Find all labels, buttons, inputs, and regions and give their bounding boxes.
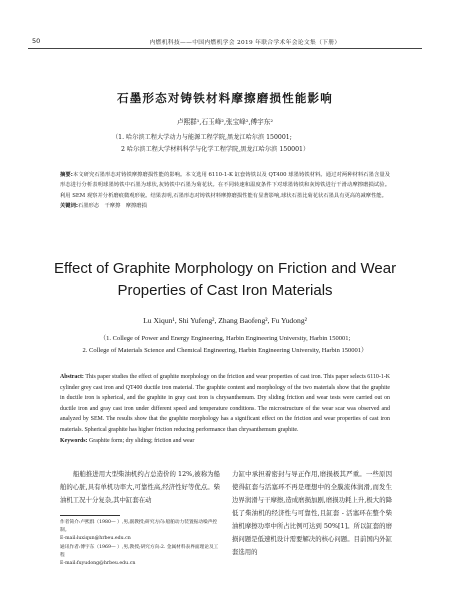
chinese-affiliation-1: （1. 哈尔滨工程大学动力与能源工程学院,黑龙江哈尔滨 150001;: [112, 134, 292, 141]
body-right-column: [232, 468, 392, 559]
footnote-corresponding-email: E-mail:fuyudong@hrbeu.edu.cn: [60, 561, 136, 567]
chinese-title: 石墨形态对铸铁材料摩擦磨损性能影响: [117, 91, 333, 105]
body-paragraph-left: 船舶推进用大型柴油机约占总造价的 12%,被称为船舶的心脏,具有单机功率大,可靠性高,经济性好等优点。柴油机工况十分复杂,其中缸套在动: [60, 470, 220, 504]
english-abstract-label: Abstract:: [60, 374, 84, 380]
chinese-keywords: [60, 201, 390, 211]
english-affiliation-2: 2. College of Materials Science and Chemical Engineering, Harbin Engineering University, Harbin 150001）: [82, 347, 368, 354]
chinese-keywords-label: 关键词:: [60, 203, 79, 210]
english-abstract-text: This paper studies the effect of graphite morphology on the friction and wear properties of cast iron. This paper selects 6110-1-K cylinder grey cast iron and QT400 ductile iron material. The graphite content and morphology of the two materials show that the graphite in ductile iron is spherical, and the graphite in gray cast iron is chrysanthemum. Dry sliding friction and wear tests were carried out on ductile iron and gray cast iron under different speed and temperature conditions. The microstructure of the wear scar was observed and analyzed by SEM. The results show that the graphite morphology has a significant effect on the friction and wear properties of cast iron materials. Spherical graphite has higher friction reducing performance than chrysanthemum graphite.: [60, 374, 390, 433]
footnote-divider: [60, 515, 120, 516]
footnote-author-email: E-mail:luxiqun@hrbeu.edu.cn: [60, 536, 131, 542]
footnote-corresponding-author: 通讯作者:傅宇东（1969— ）,男,教授;研究方向:2. 金属材料表界面理论及工程: [60, 544, 219, 558]
chinese-abstract: [60, 170, 390, 201]
chinese-abstract-block: [60, 170, 390, 212]
body-left-column: [60, 468, 220, 568]
english-keywords-text: Graphite form; dry sliding; friction and wear: [88, 437, 195, 444]
english-abstract: [60, 372, 390, 436]
english-abstract-block: [60, 372, 390, 446]
chinese-abstract-label: 摘要:: [60, 172, 73, 178]
english-title: Effect of Graphite Morphology on Friction and Wear Properties of Cast Iron Materials: [53, 260, 397, 299]
chinese-keywords-text: 石墨形态 干摩擦 摩擦磨损: [78, 203, 147, 210]
english-keywords-label: Keywords:: [60, 437, 88, 444]
english-authors: Lu Xiqun¹, Shi Yufeng², Zhang Baofeng², Fu Yudong²: [143, 316, 307, 325]
page-number: 50: [32, 37, 41, 45]
english-keywords: [60, 436, 390, 447]
chinese-authors: 卢熙群¹,石玉峰²,张宝峰²,傅宇东²: [177, 118, 273, 126]
chinese-affiliation-2: 2 哈尔滨工程大学材料科学与化学工程学院,黑龙江哈尔滨 150001）: [121, 146, 310, 153]
english-affiliation-1: （1. College of Power and Energy Engineering, Harbin Engineering University, Harbin 150001;: [99, 335, 351, 342]
english-affiliations: [40, 333, 410, 357]
footnotes: [60, 519, 220, 568]
body-paragraph-right: 力缸中承担着密封与导正作用,磨损极其严重。一些原因使得缸套与活塞环不再是理想中的全膜流体润滑,而发生边界润滑与干摩擦,造成磨损加剧,磨损功耗上升,极大的降低了柴油机的经济性与可靠性,且缸套 - 活塞环在整个柴油机摩擦功率中所占比例可达到 50%[1]。所以缸套的磨损问题是低速机设计需要解决的核心问题。目前国内外缸套选用的: [232, 470, 392, 556]
running-head: 内燃机科技——中国内燃机学会 2019 年联合学术年会论文集（下册）: [149, 40, 341, 46]
page-header: [28, 36, 422, 49]
chinese-affiliations: [112, 132, 390, 156]
footnote-author-bio: 作者简介:卢熙群（1980— ）,男,副教授;研究方向:船舶动力装置振动噪声控制。: [60, 520, 218, 534]
chinese-abstract-text: 本文研究石墨形态对铸铁摩擦磨损性能的影响。本文选用 6110-1-K 缸套铸铁以及 QT400 球墨铸铁材料。通过对两种材料石墨含量及形态进行分析表明球墨铸铁中石墨为球状,灰铸铁中石墨为菊花状。在不同转速和温度条件下对球墨铸铁和灰铸铁进行干滑动摩擦磨损试验。利用 SEM 观察并分析磨痕微观形貌。结果表明,石墨形态对铸铁材料摩擦磨损性能有显著影响,球状石墨比菊花状石墨具有更高的减摩性能。: [60, 172, 390, 199]
